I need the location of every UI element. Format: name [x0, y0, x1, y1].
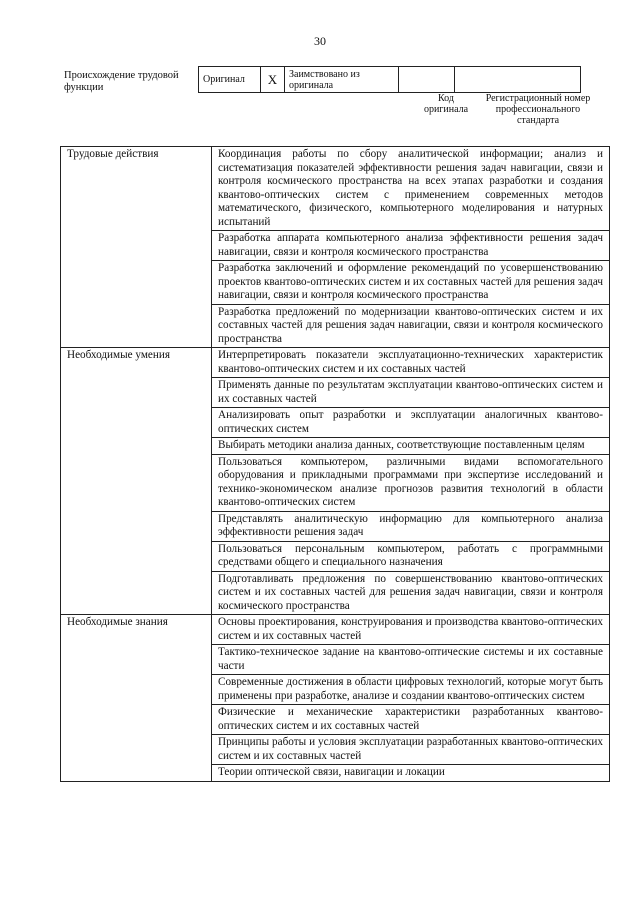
table-cell-item: Интерпретировать показатели эксплуатационно-технических характеристик квантово-оптических систем и их составных частей [212, 348, 610, 378]
section-required-skills: Необходимые умения [61, 348, 212, 615]
table-cell-item: Анализировать опыт разработки и эксплуатации аналогичных квантово-оптических систем [212, 408, 610, 438]
origin-reg-cell [455, 67, 581, 93]
table-row [61, 348, 610, 378]
table-cell-item: Применять данные по результатам эксплуатации квантово-оптических систем и их составных частей [212, 378, 610, 408]
origin-label: Происхождение трудовой функции [64, 70, 179, 93]
table-cell-item: Теории оптической связи, навигации и локации [212, 765, 610, 782]
page-number: 30 [314, 34, 326, 48]
table-cell-item: Координация работы по сбору аналитической информации; анализ и систематизация показателей эффективности решения задач навигации, связи и контроля космического пространства на всех этапах разработки и создания квантово-оптических систем с применением современных методов математического, физического, компьютерного моделирования и натурных испытаний [212, 147, 610, 231]
table-row [61, 147, 610, 231]
section-labor-actions: Трудовые действия [61, 147, 212, 348]
origin-code-cell [399, 67, 455, 93]
table-row [61, 615, 610, 645]
table-cell-item: Принципы работы и условия эксплуатации разработанных квантово-оптических систем и их составных частей [212, 735, 610, 765]
table-cell-item: Разработка аппарата компьютерного анализа эффективности решения задач навигации, связи и контроля космического пространства [212, 231, 610, 261]
table-cell-item: Выбирать методики анализа данных, соответствующие поставленным целям [212, 438, 610, 455]
table-cell-item: Разработка заключений и оформление рекомендаций по усовершенствованию проектов квантово-оптических систем и их составных частей для решения задач навигации, связи и контроля космического пространства [212, 261, 610, 305]
table-cell-item: Представлять аналитическую информацию для компьютерного анализа эффективности решения задач [212, 511, 610, 541]
origin-table [198, 66, 581, 93]
origin-original: Оригинал [199, 67, 261, 93]
function-table [60, 146, 610, 782]
table-cell-item: Современные достижения в области цифровых технологий, которые могут быть применены при разработке, анализе и создании квантово-оптических систем [212, 675, 610, 705]
code-caption: Код оригинала [423, 93, 469, 115]
table-cell-item: Основы проектирования, конструирования и производства квантово-оптических систем и их составных частей [212, 615, 610, 645]
section-required-knowledge: Необходимые знания [61, 615, 212, 782]
table-cell-item: Подготавливать предложения по совершенствованию квантово-оптических систем и их составных частей для решения задач навигации, связи и контроля космического пространства [212, 571, 610, 615]
reg-caption: Регистрационный номер профессионального стандарта [485, 93, 591, 126]
origin-borrowed: Заимствовано из оригинала [285, 67, 399, 93]
table-cell-item: Пользоваться персональным компьютером, работать с программными средствами общего и специального назначения [212, 541, 610, 571]
table-cell-item: Физические и механические характеристики разработанных квантово-оптических систем и их составных частей [212, 705, 610, 735]
table-cell-item: Разработка предложений по модернизации квантово-оптических систем и их составных частей для решения задач навигации, связи и контроля космического пространства [212, 304, 610, 348]
table-cell-item: Пользоваться компьютером, различными видами вспомогательного оборудования и прикладными программами при экспертизе исследований и технико-экономическом анализе прогнозов развития технологий в области квантово-оптических систем [212, 454, 610, 511]
origin-original-mark: X [261, 67, 285, 93]
table-cell-item: Тактико-техническое задание на квантово-оптические системы и их составные части [212, 645, 610, 675]
